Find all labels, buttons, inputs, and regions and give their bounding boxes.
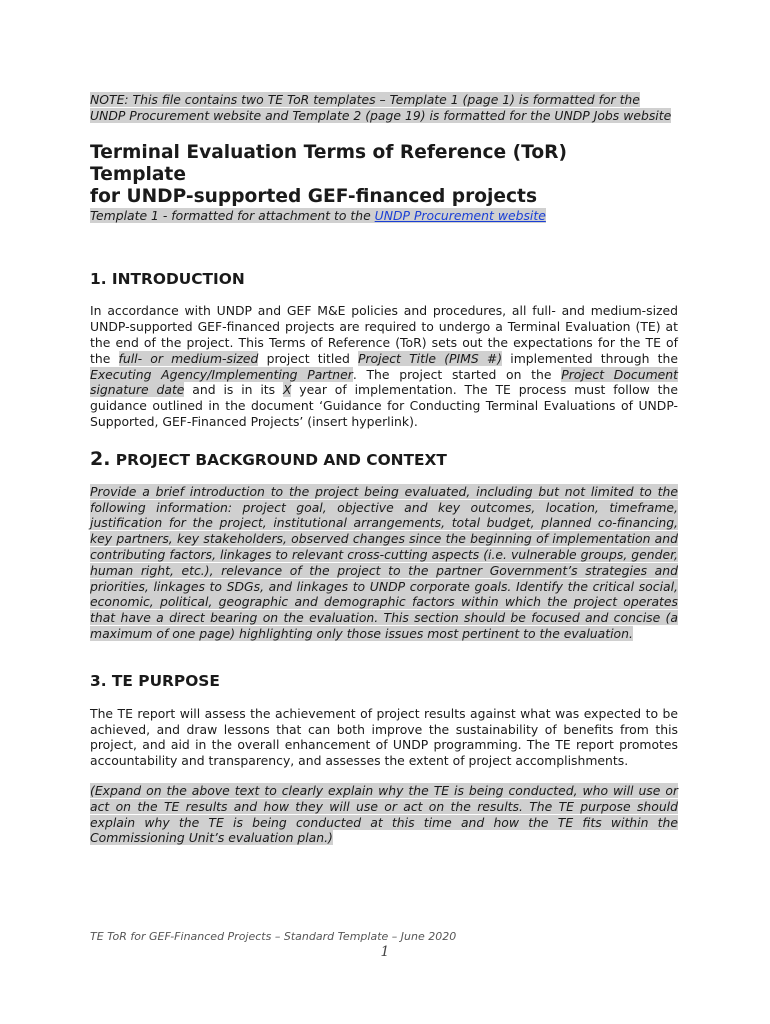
procurement-website-link[interactable]: UNDP Procurement website — [374, 208, 546, 224]
section-1-heading: 1. INTRODUCTION — [90, 270, 245, 289]
title-line-3: for UNDP-supported GEF-financed projects — [90, 186, 538, 208]
intro-text-4: . The project started on the — [352, 366, 562, 382]
project-size-placeholder: full- or medium-sized — [118, 350, 259, 366]
template-note-text: NOTE: This file contains two TE ToR templates – Template 1 (page 1) is formatted for the UNDP Procurement website and Template 2 (page 19) is formatted for the UNDP Jobs website — [90, 92, 672, 124]
intro-text-3: implemented through the — [502, 350, 678, 366]
executing-agency-placeholder: Executing Agency/Implementing Partner — [90, 366, 353, 382]
year-placeholder: X — [282, 382, 292, 398]
intro-text-5: and is in its — [184, 382, 283, 398]
purpose-instructions: (Expand on the above text to clearly explain why the TE is being conducted, who will use or act on the TE results and how they will use or act on the results. The TE purpose should explain why the TE is being conducted at this time and how the TE fits within the Commissioning Unit’s evaluation plan.) — [90, 782, 678, 846]
section-2-number: 2. — [90, 447, 111, 470]
document-page — [90, 92, 678, 846]
title-line-2: Template — [90, 164, 186, 186]
template-note — [90, 92, 678, 124]
intro-text-1: In accordance with UNDP and GEF M&E policies and procedures, all full- and medium-sized UNDP-supported GEF-financed projects are required to undergo a Terminal Evaluation (TE) at the end of the project. This Terms of Reference (ToR) sets out the expectations for the TE of the — [90, 303, 678, 366]
section-1-body — [90, 303, 678, 429]
intro-text-6: year of implementation. The TE process must follow the guidance outlined in the document ‘Guidance for Conducting Terminal Evaluations of UNDP-Supported, GEF-Financed Projects’ (insert hyperlink). — [90, 382, 678, 429]
project-title-placeholder: Project Title (PIMS #) — [358, 350, 503, 366]
section-2-body — [90, 484, 678, 642]
title-line-1: Terminal Evaluation Terms of Reference (ToR) — [90, 142, 567, 164]
section-3-instructions — [90, 783, 678, 846]
section-3-body: The TE report will assess the achievement of project results against what was expected to be achieved, and draw lessons that can both improve the sustainability of benefits from this project, and aid in the overall enhancement of UNDP programming. The TE report promotes accountability and transparency, and assesses the extent of project accomplishments. — [90, 705, 678, 769]
page-number: 1 — [380, 944, 390, 960]
page-footer: TE ToR for GEF-Financed Projects – Standard Template – June 2020 — [90, 930, 457, 943]
subtitle-prefix: Template 1 - formatted for attachment to the — [90, 208, 375, 224]
section-3-heading: 3. TE PURPOSE — [90, 671, 220, 690]
background-instructions: Provide a brief introduction to the project being evaluated, including but not limited to the following information: project goal, objective and key outcomes, location, timeframe, justification for the project, institutional arrangements, total budget, planned co-financing, key partners, key stakeholders, observed changes since the beginning of implementation and contributing factors, linkages to relevant cross-cutting aspects (i.e. vulnerable groups, gender, human right, etc.), relevance of the project to the partner Government’s strategies and priorities, linkages to SDGs, and linkages to UNDP corporate goals. Identify the critical social, economic, political, geographic and demographic factors within which the project operates that have a direct bearing on the evaluation. This section should be focused and concise (a maximum of one page) highlighting only those issues most pertinent to the evaluation. — [90, 483, 678, 641]
signature-date-placeholder: Project Document signature date — [90, 366, 679, 398]
section-2-title: PROJECT BACKGROUND AND CONTEXT — [110, 450, 447, 469]
document-title — [90, 142, 678, 208]
document-subtitle — [90, 208, 678, 224]
intro-text-2: project titled — [258, 350, 359, 366]
section-2-heading — [90, 448, 678, 470]
